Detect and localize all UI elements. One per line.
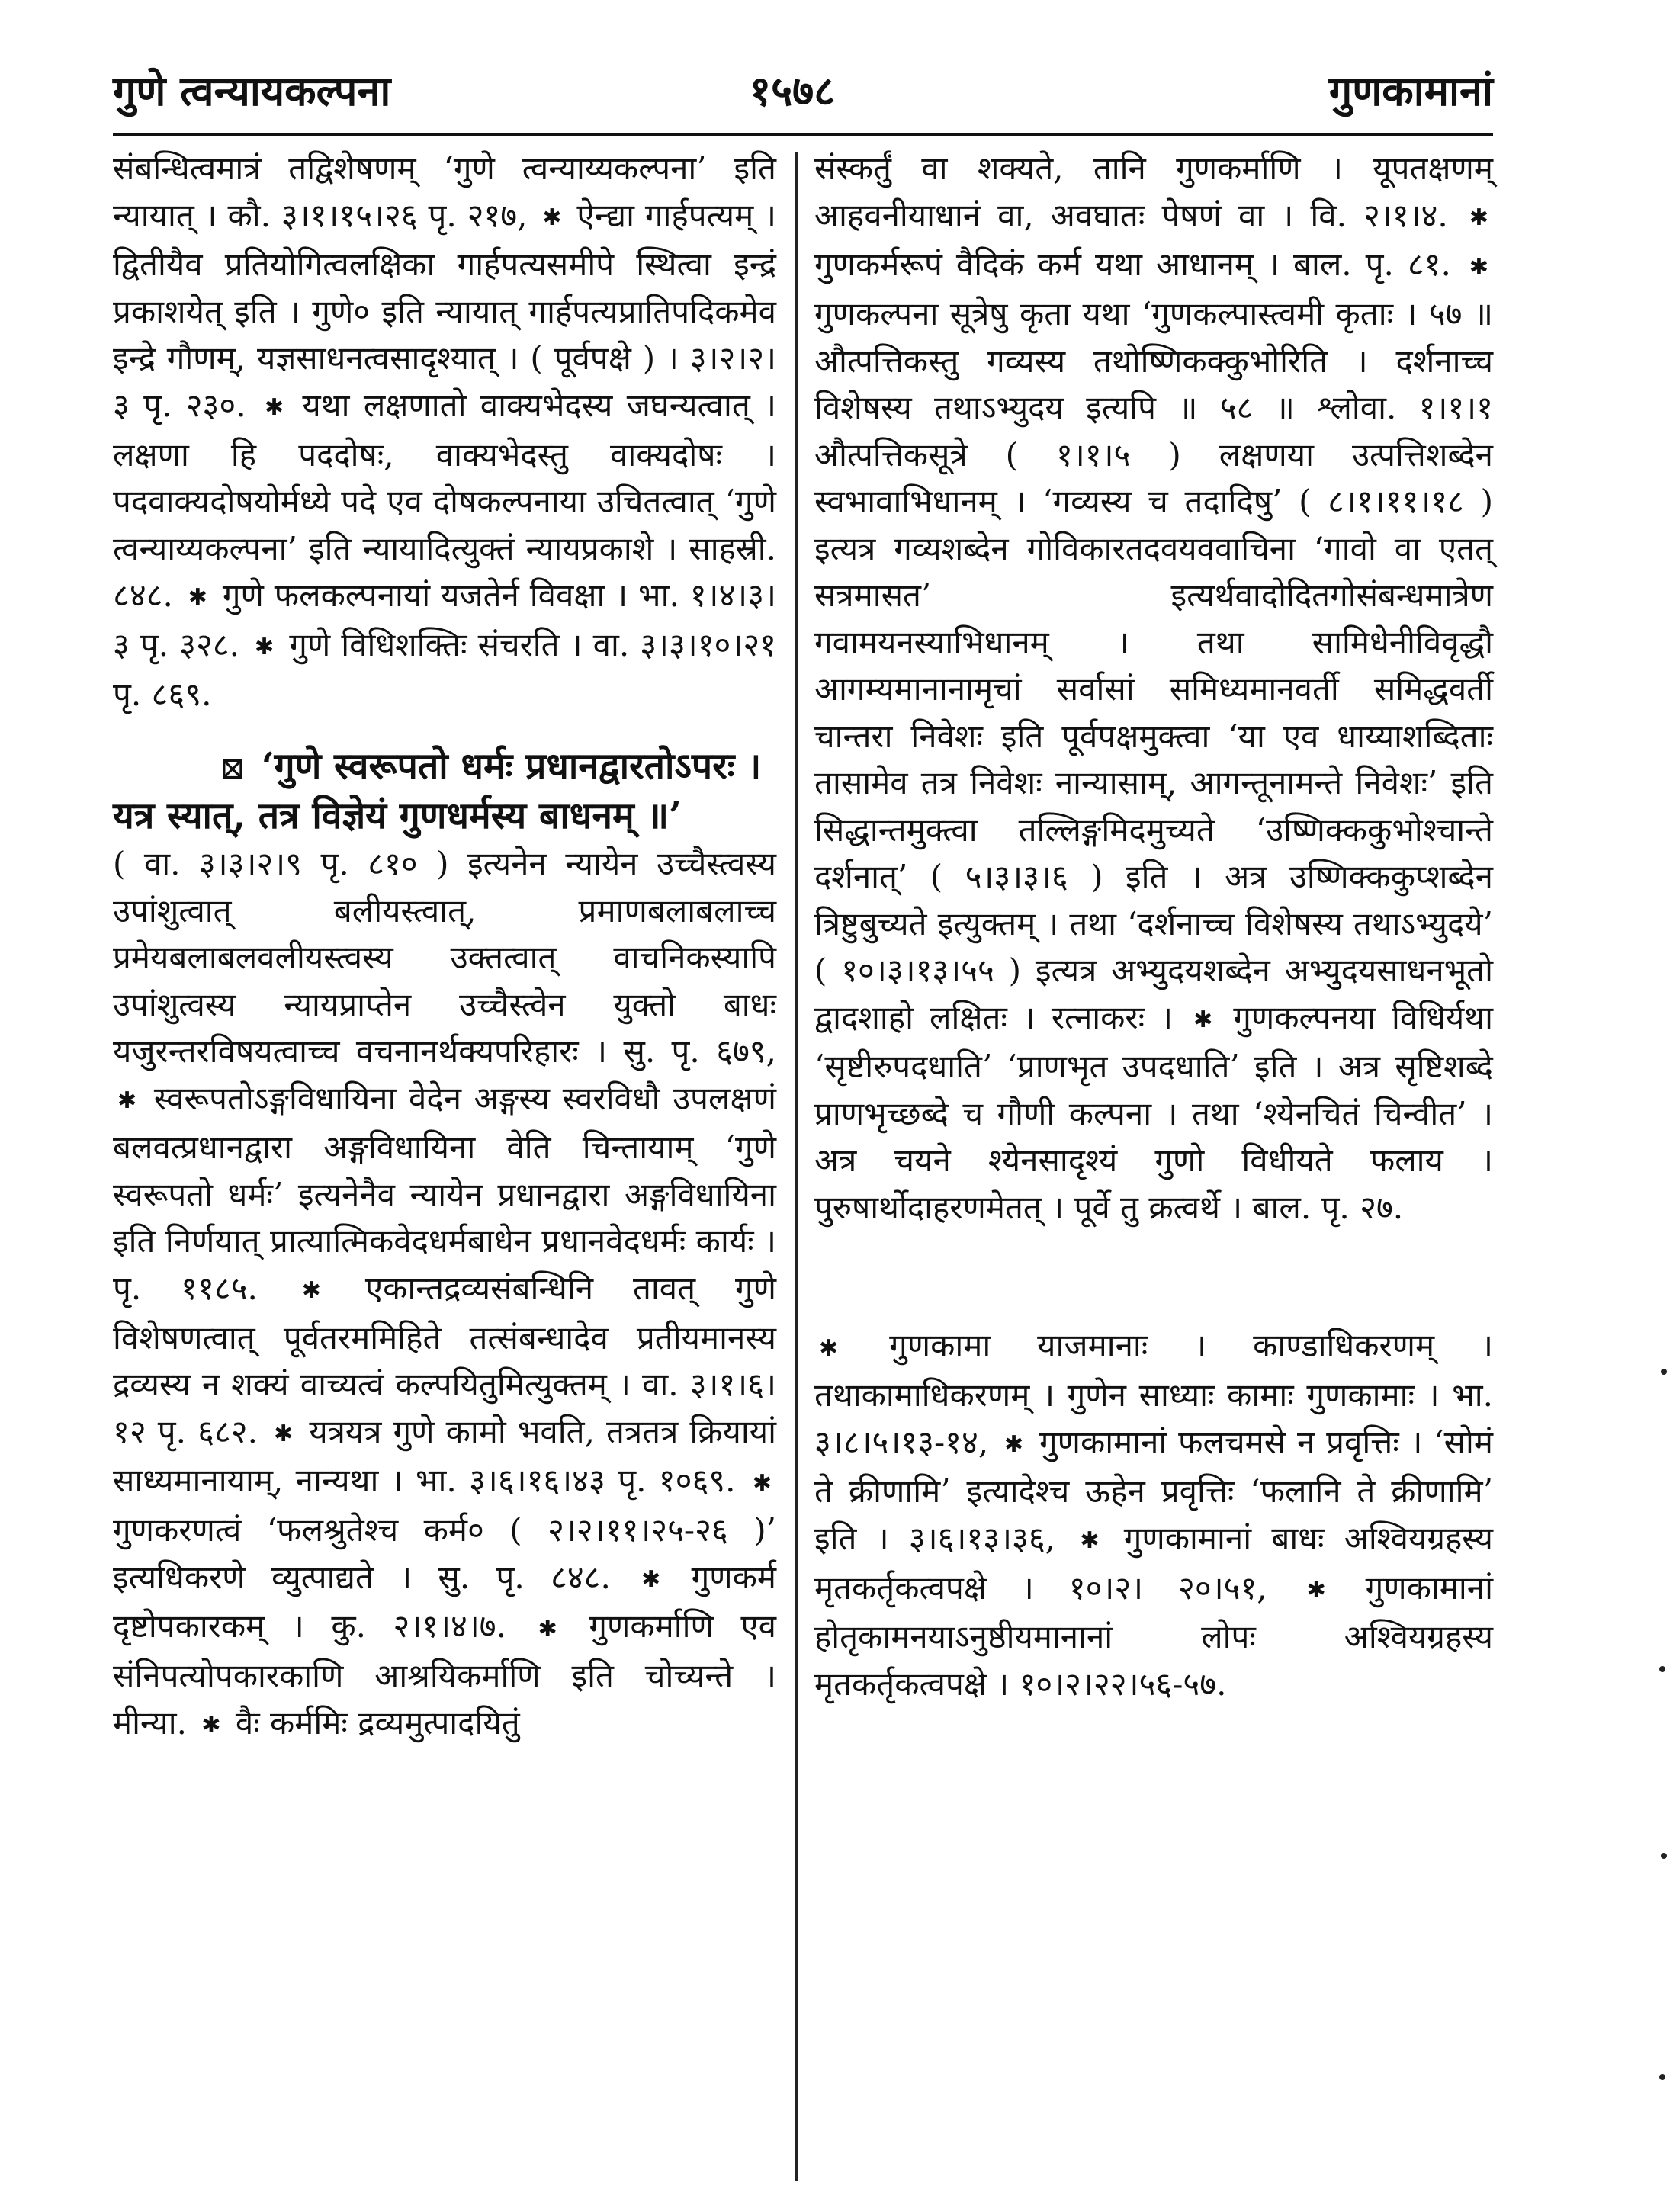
asterisk-star-icon: ✱ xyxy=(1080,1527,1100,1554)
entry-text: गुणकामानां बाधः अश्वियग्रहस्य मृतकर्तृकत्वपक्षे । १०।२। २०।५१, xyxy=(814,1519,1494,1607)
asterisk-star-icon: ✱ xyxy=(274,1420,294,1447)
page-header xyxy=(113,53,1493,122)
entry-text: स्वरूपतोऽङ्गविधायिना वेदेन अङ्गस्य स्वरविधौ उपलक्षणं बलवत्प्रधानद्वारा अङ्गविधायिना वेति चिन्तायाम् ‘गुणे स्वरूपतो धर्मः’ इत्यनेनैव न्यायेन प्रधानद्वारा अङ्गविधायिना इति निर्णयात् प्रात्यात्मिकवेदधर्मबाधेन प्रधानवेदधर्मः कार्यः । पृ. ११८५. xyxy=(113,1079,776,1307)
running-head-right: गुणकामानां xyxy=(1328,66,1493,115)
entry-text: गुणकामानां होतृकामनयाऽनुष्ठीयमानानां लोपः अश्वियग्रहस्य मृतकर्तृकत्वपक्षे । १०।२।२२।५६-५७. xyxy=(814,1568,1493,1703)
left-entry-1 xyxy=(113,145,776,718)
asterisk-star-icon: ✱ xyxy=(201,1711,221,1738)
header-rule xyxy=(113,133,1493,136)
margin-dot xyxy=(1661,1369,1667,1375)
right-column xyxy=(814,145,1493,2188)
entry-text: गुणकल्पनया विधिर्यथा ‘सृष्टीरुपदधाति’ ‘प्राणभृत उपदधाति’ इति । अत्र सृष्टिशब्दे प्राणभृच्छब्दे च गौणी कल्पना । तथा ‘श्येनचितं चिन्वीत’ । अत्र चयने श्येनसादृश्यं गुणो विधीयते फलाय । पुरुषार्थोदाहरणमेतत् । पूर्वे तु क्रत्वर्थे । बाल. पृ. २७. xyxy=(814,998,1493,1226)
asterisk-star-icon: ✱ xyxy=(117,1087,137,1114)
verse-line-1: ‘गुणे स्वरूपतो धर्मः प्रधानद्वारतोऽपरः । xyxy=(261,745,762,788)
asterisk-star-icon: ✱ xyxy=(1469,253,1488,281)
verse-marker-icon: ⊠ xyxy=(220,751,246,786)
margin-dot xyxy=(1661,1853,1667,1859)
asterisk-star-icon: ✱ xyxy=(641,1565,661,1593)
entry-text: संस्कर्तुं वा शक्यते, तानि गुणकर्माणि । यूपतक्षणम् आहवनीयाधानं वा, अवघातः पेषणं वा । वि. २।१।४. xyxy=(814,149,1493,234)
entry-text: यत्रयत्र गुणे कामो भवति, तत्रतत्र क्रियायां साध्यमानायाम्, नान्यथा । भा. ३।६।१६।४३ पृ. १०६९. xyxy=(113,1412,776,1500)
left-entry-2 xyxy=(113,840,776,1748)
right-entry-1 xyxy=(814,145,1493,1231)
left-column xyxy=(113,145,776,2188)
entry-text: गुणे विधिशक्तिः संचरति । वा. ३।३।१०।२१ पृ. ८६९. xyxy=(113,625,776,713)
asterisk-star-icon: ✱ xyxy=(255,634,275,660)
asterisk-star-icon: ✱ xyxy=(188,584,207,612)
asterisk-star-icon: ✱ xyxy=(1193,1006,1213,1033)
asterisk-star-icon: ✱ xyxy=(542,204,562,231)
asterisk-star-icon: ✱ xyxy=(301,1277,321,1304)
entry-text: गुणकर्म दृष्टोपकारकम् । कु. २।१।४।७. xyxy=(113,1558,776,1645)
asterisk-star-icon: ✱ xyxy=(264,394,284,421)
column-divider xyxy=(795,152,798,2181)
entry-text: गुणकर्मरूपं वैदिकं कर्म यथा आधानम् । बाल. पृ. ८१. xyxy=(814,246,1451,284)
asterisk-star-icon: ✱ xyxy=(1004,1430,1024,1458)
entry-text: ऐन्द्या गार्हपत्यम् । द्वितीयैव प्रतियोगित्वलक्षिका गार्हपत्यसमीपे स्थित्वा इन्द्रं प्रकाशयेत् इति । गुणे० इति न्यायात् गार्हपत्यप्रातिपदिकमेव इन्द्रे गौणम्, यज्ञसाधनत्वसादृश्यात् । ( पूर्वपक्षे ) । ३।२।२।३ पृ. २३०. xyxy=(113,196,777,424)
margin-dot xyxy=(1659,2074,1665,2080)
running-head-left: गुणे त्वन्यायकल्पना xyxy=(113,66,391,115)
asterisk-star-icon: ✱ xyxy=(1469,204,1488,231)
verse-line-2: यत्र स्यात्, तत्र विज्ञेयं गुणधर्मस्य बाधनम् ॥’ xyxy=(113,794,682,837)
right-entry-2 xyxy=(814,1322,1493,1707)
entry-text: संबन्धित्वमात्रं तद्विशेषणम् ‘गुणे त्वन्याय्यकल्पना’ इति न्यायात् । कौ. ३।१।१५।२६ पृ. २१७, xyxy=(113,149,776,234)
entry-text: गुणकरणत्वं ‘फलश्रुतेश्च कर्म० ( २।२।११।२५-२६ )’ इत्यधिकरणे व्युत्पाद्यते । सु. पृ. ८४८. xyxy=(113,1511,776,1596)
asterisk-star-icon: ✱ xyxy=(1306,1576,1326,1604)
asterisk-star-icon: ✱ xyxy=(538,1615,557,1642)
entry-text: गुणकर्माणि एव संनिपत्योपकारकाणि आश्रयिकर्माणि इति चोच्यन्ते । मीन्या. xyxy=(113,1607,776,1742)
entry-text: गुणकामानां फलचमसे न प्रवृत्तिः । ‘सोमं ते क्रीणामि’ इत्यादेश्च ऊहेन प्रवृत्तिः ‘फलानि ते क्रीणामि’ इति । ३।६।१३।३६, xyxy=(814,1423,1494,1557)
entry-text: यथा लक्षणातो वाक्यभेदस्य जघन्यत्वात् । लक्षणा हि पददोषः, वाक्यभेदस्तु वाक्यदोषः । पदवाक्यदोषयोर्मध्ये पदे एव दोषकल्पनाया उचितत्वात् ‘गुणे त्वन्याय्यकल्पना’ इति न्यायादित्युक्तं न्यायप्रकाशे । साहस्री. ८४८. xyxy=(113,386,777,614)
entry-text: एकान्तद्रव्यसंबन्धिनि तावत् गुणे विशेषणत्वात् पूर्वतरममिहिते तत्संबन्धादेव प्रतीयमानस्य द्रव्यस्य न शक्यं वाच्यत्वं कल्पयितुमित्युक्तम् । वा. ३।१।६।१२ पृ. ६८२. xyxy=(113,1269,776,1450)
asterisk-star-icon: ✱ xyxy=(819,1334,839,1362)
left-verse xyxy=(113,743,776,840)
entry-text: गुणकामा याजमानाः । काण्डाधिकरणम् । तथाकामाधिकरणम् । गुणेन साध्याः कामाः गुणकामाः । भा. ३।८।५।१३-१४, xyxy=(814,1327,1493,1461)
margin-dot xyxy=(1659,1666,1665,1672)
asterisk-star-icon: ✱ xyxy=(752,1469,772,1497)
entry-text: वैः कर्ममिः द्रव्यमुत्पादयितुं xyxy=(235,1703,520,1742)
entry-text: ( वा. ३।३।२।९ पृ. ८१० ) इत्यनेन न्यायेन उच्चैस्त्वस्य उपांशुत्वात् बलीयस्त्वात्, प्रमाणबलाबलाच्च प्रमेयबलाबलवलीयस्त्वस्य उक्तत्वात् वाचनिकस्यापि उपांशुत्वस्य न्यायप्राप्तेन उच्चैस्त्वेन युक्तो बाधः यजुरन्तरविषयत्वाच्च वचनानर्थक्यपरिहारः । सु. पृ. ६७९, xyxy=(113,845,776,1070)
page-number: १५७८ xyxy=(750,66,836,115)
entry-text: गुणकल्पना सूत्रेषु कृता यथा ‘गुणकल्पास्त्वमी कृताः । ५७ ॥ औत्पत्तिकस्तु गव्यस्य तथोष्णिकक्कुभोरिति । दर्शनाच्च विशेषस्य तथाऽभ्युदय इत्यपि ॥ ५८ ॥ श्लोवा. १।१।१ औत्पत्तिकसूत्रे ( १।१।५ ) लक्षणया उत्पत्तिशब्देन स्वभावाभिधानम् । ‘गव्यस्य च तदादिषु’ ( ८।१।११।१८ ) इत्यत्र गव्यशब्देन गोविकारतदवयववाचिना ‘गावो वा एतत् सत्रमासत’ इत्यर्थवादोदितगोसंबन्धमात्रेण गवामयनस्याभिधानम् । तथा सामिधेनीविवृद्धौ आगम्यमानानामृचां सर्वासां समिध्यमानवर्ती समिद्धवर्ती चान्तरा निवेशः इति पूर्वपक्षमुक्त्वा ‘या एव धाय्याशब्दिताः तासामेव तत्र निवेशः नान्यासाम्, आगन्तूनामन्ते निवेशः’ इति सिद्धान्तमुक्त्वा तल्लिङ्गमिदमुच्यते ‘उष्णिक्ककुभोश्चान्ते दर्शनात्’ ( ५।३।३।६ ) इति । अत्र उष्णिक्ककुप्शब्देन त्रिष्टुबुच्यते इत्युक्तम् । तथा ‘दर्शनाच्च विशेषस्य तथाऽभ्युदये’ ( १०।३।१३।५५ ) इत्यत्र अभ्युदयशब्देन अभ्युदयसाधनभूतो द्वादशाहो लक्षितः । रत्नाकरः । xyxy=(814,295,1493,1036)
entry-text: गुणे फलकल्पनायां यजतेर्न विवक्षा । भा. १।४।३।३ पृ. ३२८. xyxy=(113,576,776,663)
